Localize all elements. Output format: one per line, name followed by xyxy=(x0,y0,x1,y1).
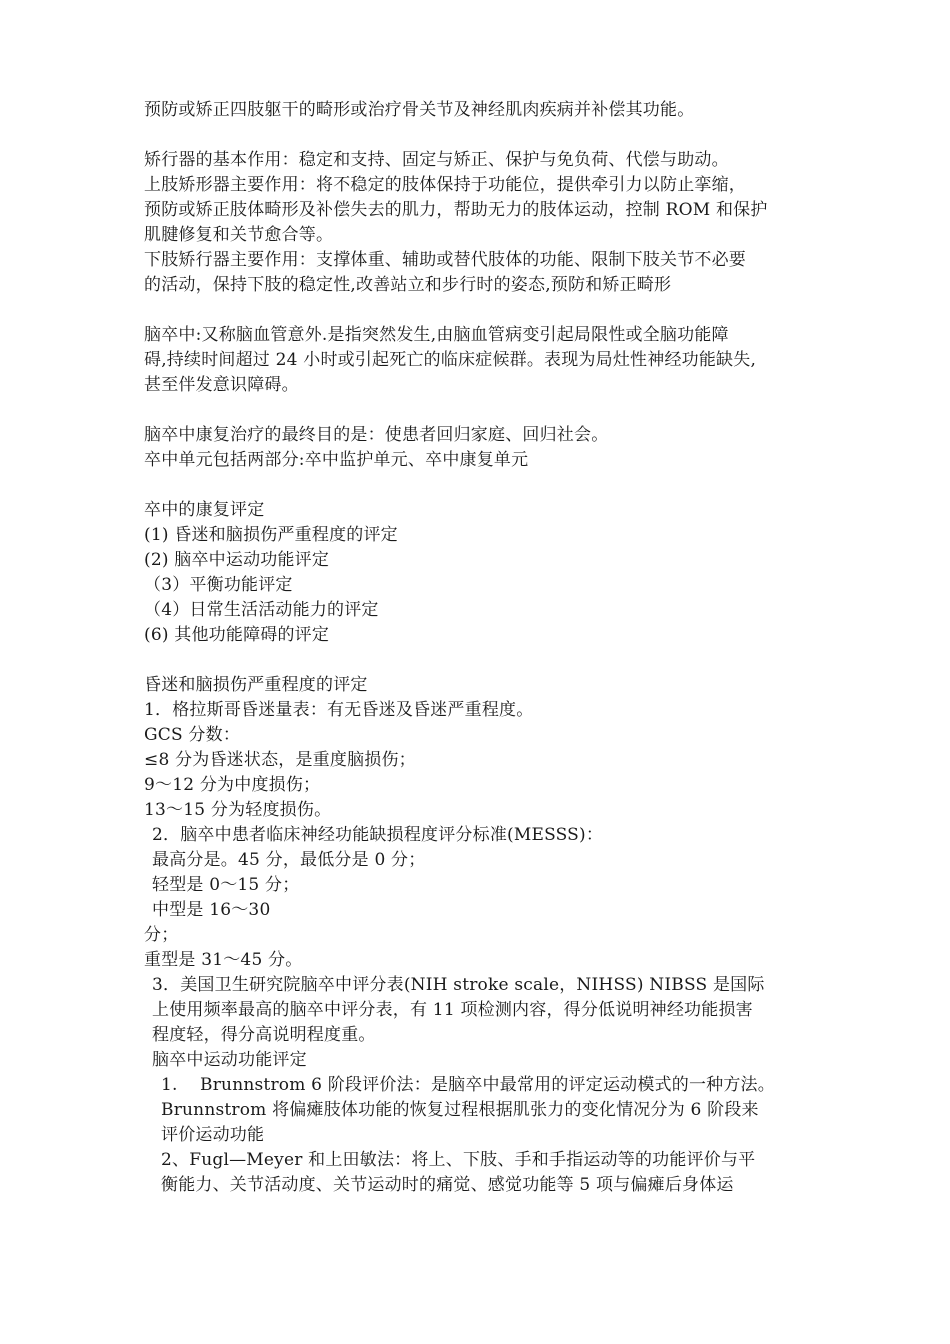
text-line: 1. Brunnstrom 6 阶段评价法：是脑卒中最常用的评定运动模式的一种方法。 xyxy=(161,1075,775,1095)
text-line: 甚至伴发意识障碍。 xyxy=(144,375,299,395)
text-line: 上使用频率最高的脑卒中评分表，有 11 项检测内容，得分低说明神经功能损害 xyxy=(152,1000,753,1020)
list-item: (2) 脑卒中运动功能评定 xyxy=(144,550,330,570)
text-line: 下肢矫行器主要作用：支撑体重、辅助或替代肢体的功能、限制下肢关节不必要 xyxy=(144,250,746,270)
list-item: (6) 其他功能障碍的评定 xyxy=(144,625,330,645)
list-item: （4）日常生活活动能力的评定 xyxy=(144,600,379,620)
text-line: 矫行器的基本作用：稳定和支持、固定与矫正、保护与免负荷、代偿与助动。 xyxy=(144,150,729,170)
list-item: （3）平衡功能评定 xyxy=(144,575,293,595)
text-line: 上肢矫形器主要作用：将不稳定的肢体保持于功能位，提供牵引力以防止挛缩， xyxy=(144,175,746,195)
text-line: 预防或矫正四肢躯干的畸形或治疗骨关节及神经肌肉疾病并补偿其功能。 xyxy=(144,100,695,120)
text-line: 轻型是 0～15 分； xyxy=(152,875,300,895)
text-line: 碍,持续时间超过 24 小时或引起死亡的临床症候群。表现为局灶性神经功能缺失, xyxy=(144,350,757,370)
text-line: 的活动，保持下肢的稳定性,改善站立和步行时的姿态,预防和矫正畸形 xyxy=(144,275,672,295)
text-line: 预防或矫正肢体畸形及补偿失去的肌力，帮助无力的肢体运动，控制 ROM 和保护 xyxy=(144,200,768,220)
text-line: 肌腱修复和关节愈合等。 xyxy=(144,225,334,245)
list-item: (1) 昏迷和脑损伤严重程度的评定 xyxy=(144,525,398,545)
text-line: 2．脑卒中患者临床神经功能缺损程度评分标准(MESSS)： xyxy=(152,825,604,845)
text-line: 1．格拉斯哥昏迷量表：有无昏迷及昏迷严重程度。 xyxy=(144,700,534,720)
text-line: 衡能力、关节活动度、关节运动时的痛觉、感觉功能等 5 项与偏瘫后身体运 xyxy=(161,1175,734,1195)
text-line: 最高分是。45 分，最低分是 0 分； xyxy=(152,850,426,870)
text-line: Brunnstrom 将偏瘫肢体功能的恢复过程根据肌张力的变化情况分为 6 阶段来 xyxy=(161,1100,759,1120)
text-line: 中型是 16～30 xyxy=(152,900,271,920)
text-line: 3．美国卫生研究院脑卒中评分表(NIH stroke scale，NIHSS) NIBSS 是国际 xyxy=(152,975,765,995)
section-heading: 脑卒中运动功能评定 xyxy=(152,1050,307,1070)
text-line: ≤8 分为昏迷状态，是重度脑损伤； xyxy=(144,750,416,770)
text-line: 重型是 31～45 分。 xyxy=(144,950,303,970)
text-line: 2、Fugl—Meyer 和上田敏法：将上、下肢、手和手指运动等的功能评价与平 xyxy=(161,1150,756,1170)
text-line: 评价运动功能 xyxy=(161,1125,265,1145)
text-line: 9～12 分为中度损伤； xyxy=(144,775,321,795)
section-heading: 昏迷和脑损伤严重程度的评定 xyxy=(144,675,368,695)
text-line: 13～15 分为轻度损伤。 xyxy=(144,800,332,820)
text-line: 卒中单元包括两部分:卒中监护单元、卒中康复单元 xyxy=(144,450,529,470)
text-line: 程度轻，得分高说明程度重。 xyxy=(152,1025,376,1045)
text-line: 脑卒中:又称脑血管意外.是指突然发生,由脑血管病变引起局限性或全脑功能障 xyxy=(144,325,729,345)
text-line: 分； xyxy=(144,925,179,945)
section-heading: 卒中的康复评定 xyxy=(144,500,265,520)
text-line: 脑卒中康复治疗的最终目的是：使患者回归家庭、回归社会。 xyxy=(144,425,609,445)
text-line: GCS 分数： xyxy=(144,725,241,745)
